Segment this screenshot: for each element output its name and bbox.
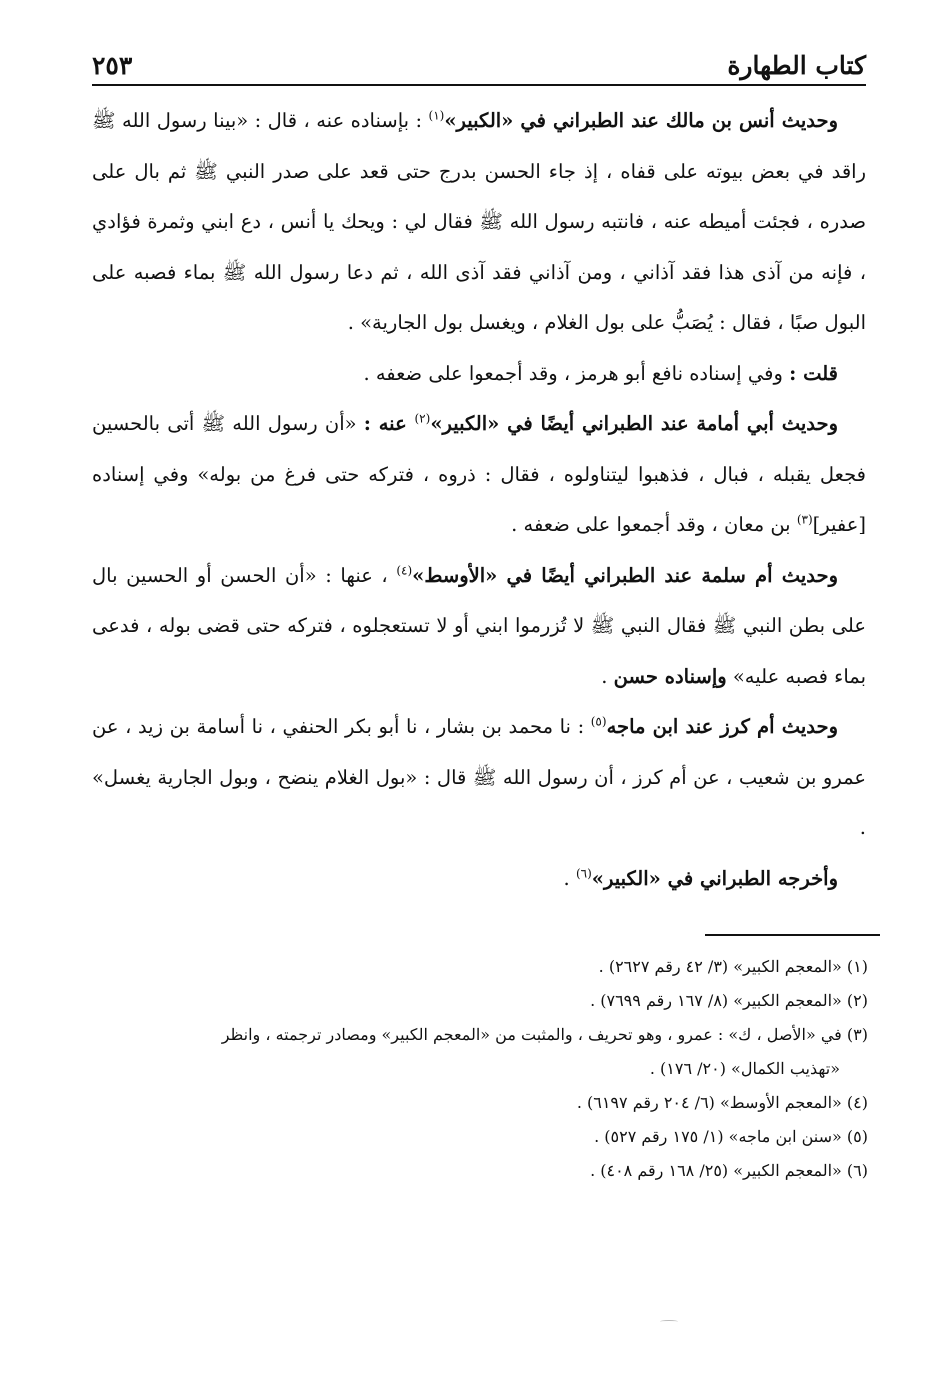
footnote-ref: (٤): [396, 563, 413, 577]
footnote: (٦) «المعجم الكبير» (٢٥/ ١٦٨ رقم ٤٠٨) .: [590, 1161, 868, 1180]
footnote-ref: (٦): [575, 866, 592, 880]
paragraph: [92, 551, 866, 703]
main-text: [92, 96, 866, 904]
paragraph: [92, 854, 866, 905]
footnote-ref: (٢): [414, 411, 431, 426]
text-run: .: [601, 664, 614, 688]
running-title: كتاب الطهارة: [727, 51, 866, 80]
paragraph: [92, 349, 866, 400]
bold-text: عنه :: [363, 412, 415, 435]
paragraph: [92, 96, 866, 349]
footnote: (٣) في «الأصل ، ك» : عمرو ، وهو تحريف ، والمثبت من «المعجم الكبير» ومصادر ترجمته ، وانظر: [221, 1025, 868, 1044]
bold-text: وحديث أنس بن مالك عند الطبراني في «الكبير»: [444, 109, 838, 132]
page-header: [92, 28, 866, 86]
text-run: .: [563, 866, 576, 890]
footnote-ref: (١): [428, 108, 445, 123]
footnotes: [92, 950, 868, 1188]
paragraph: [92, 702, 866, 854]
bold-text: قلت :: [789, 361, 838, 385]
footnote: (٤) «المعجم الأوسط» (٦/ ٢٠٤ رقم ٦١٩٧) .: [576, 1093, 868, 1112]
footnote: (٢) «المعجم الكبير» (٨/ ١٦٧ رقم ٧٦٩٩) .: [590, 991, 868, 1010]
bold-text: وحديث أبي أمامة عند الطبراني أيضًا في «الكبير»: [430, 412, 838, 435]
paragraph: [92, 399, 866, 551]
footnote-ref: (٣): [796, 512, 813, 527]
footnote-continuation: «تهذيب الكمال» (٢٠/ ١٧٦) .: [649, 1059, 840, 1078]
footnote-divider: [705, 934, 880, 936]
text-run: ، عنها : «أن الحسن أو الحسين بال على بطن النبي ﷺ فقال النبي ﷺ لا تُزرموا ابني أو لا تستعجلوه ، فتركه حتى قضى بوله ، فدعى بماء فصبه عليه»: [92, 563, 866, 688]
text-run: «أن رسول الله ﷺ أتى بالحسين فجعل يقبله ، فبال ، فذهبوا ليتناولوه ، فقال : ذروه ، فتركه حتى فرغ من بوله» وفي إسناده [عفير]: [92, 412, 866, 536]
bold-text: وإسناده حسن: [613, 664, 727, 688]
footnote: (١) «المعجم الكبير» (٣/ ٤٢ رقم ٢٦٢٧) .: [598, 957, 868, 976]
scan-speck: [660, 1320, 678, 1323]
page-number: ٢٥٣: [92, 51, 133, 80]
book-page: [92, 28, 866, 1381]
footnote: (٥) «سنن ابن ماجه» (١/ ١٧٥ رقم ٥٢٧) .: [594, 1127, 868, 1146]
text-run: وفي إسناده نافع أبو هرمز ، وقد أجمعوا على ضعفه .: [363, 361, 790, 385]
bold-text: وحديث أم سلمة عند الطبراني أيضًا في «الأوسط»: [412, 563, 839, 587]
text-run: بن معان ، وقد أجمعوا على ضعفه .: [511, 513, 797, 536]
text-run: : بإسناده عنه ، قال : «بينا رسول الله ﷺ راقد في بعض بيوته على قفاه ، إذ جاء الحسن بدرج حتى قعد على صدر النبي ﷺ ثم بال على صدره ، فجئت أميطه عنه ، فانتبه رسول الله ﷺ فقال لي : ويحك يا أنس ، دع ابني وثمرة فؤادي ، فإنه من آذى هذا فقد آذاني ، ومن آذاني فقد آذى الله ، ثم دعا رسول الله ﷺ بماء فصبه على البول صبًا ، فقال : يُصَبُّ على بول الغلام ، ويغسل بول الجارية» .: [92, 109, 866, 334]
bold-text: وأخرجه الطبراني في «الكبير»: [591, 866, 838, 890]
footnote-ref: (٥): [590, 714, 607, 729]
bold-text: وحديث أم كرز عند ابن ماجه: [606, 715, 839, 738]
text-run: : نا محمد بن بشار ، نا أبو بكر الحنفي ، نا أسامة بن زيد ، عن عمرو بن شعيب ، عن أم كرز ، أن رسول الله ﷺ قال : «بول الغلام ينضح ، وبول الجارية يغسل» .: [92, 715, 866, 839]
